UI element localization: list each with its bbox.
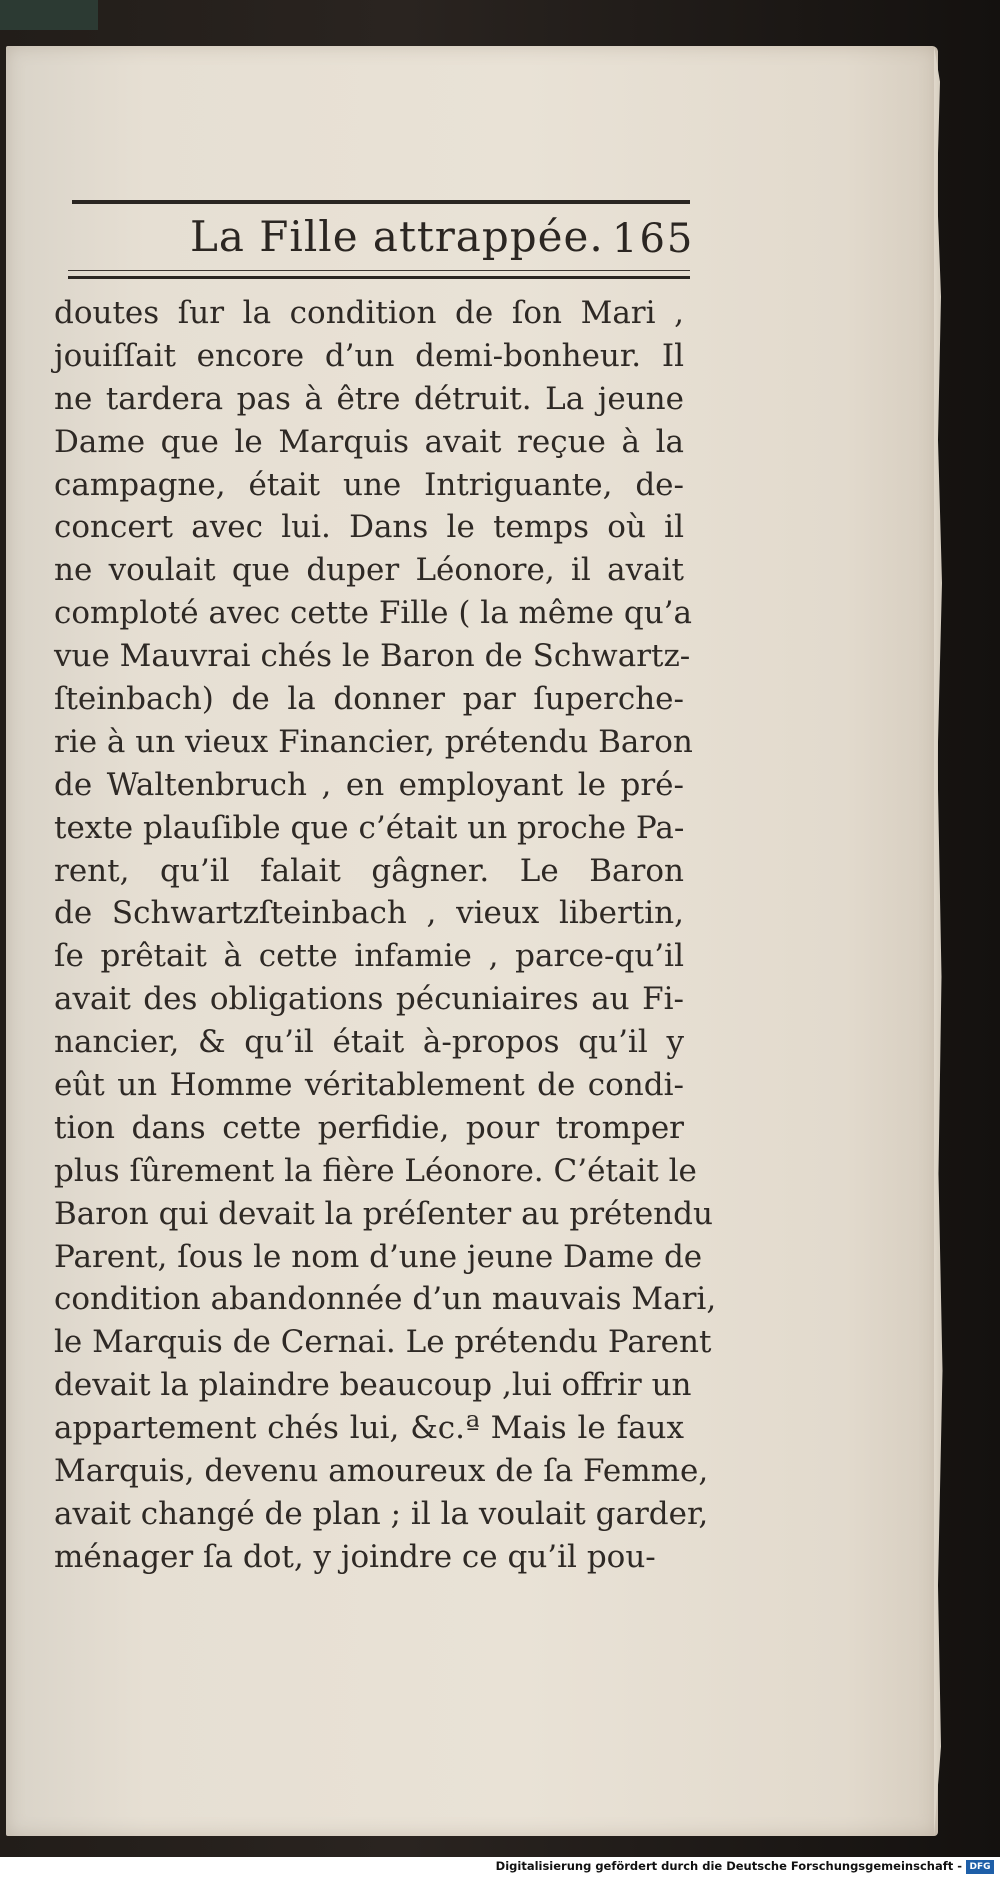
text-line: doutes ſur la condition de ſon Mari , xyxy=(54,295,684,331)
text-line: comploté avec cette Fille ( la même qu’a xyxy=(54,595,693,632)
text-line: de Waltenbruch , en employant le pré- xyxy=(54,766,684,803)
header-rule-top xyxy=(72,200,690,204)
text-line: Parent, ſous le nom d’une jeune Dame de xyxy=(54,1238,703,1275)
text-line: ne tardera pas à être détruit. La jeune xyxy=(54,380,684,417)
funding-credit: Digitalisierung gefördert durch die Deutsche Forschungsgemeinschaft - xyxy=(495,1859,962,1873)
text-line: ſteinbach) de la donner par ſuperche- xyxy=(54,681,684,718)
text-line: jouiſſait encore d’un demi-bonheur. Il xyxy=(54,337,684,374)
text-line: avait des obligations pécuniaires au Fi- xyxy=(54,981,684,1018)
text-line: ménager ſa dot, y joindre ce qu’il pou- xyxy=(54,1538,656,1575)
text-line: devait la plaindre beaucoup ,lui offrir un xyxy=(54,1367,692,1404)
text-line: campagne, était une Intriguante, de- xyxy=(54,466,684,503)
text-line: avait changé de plan ; il la voulait garder, xyxy=(54,1495,709,1532)
text-line: condition abandonnée d’un mauvais Mari, xyxy=(54,1281,717,1318)
text-line: tion dans cette perfidie, pour tromper xyxy=(54,1109,684,1146)
text-line: Baron qui devait la préſenter au prétendu xyxy=(54,1195,713,1232)
text-line: ne voulait que duper Léonore, il avait xyxy=(54,552,684,589)
body-text xyxy=(54,292,717,1579)
dfg-logo: DFG xyxy=(966,1860,994,1874)
text-line: le Marquis de Cernai. Le prétendu Parent xyxy=(54,1324,712,1361)
text-line: plus ſûrement la fière Léonore. C’était le xyxy=(54,1152,697,1189)
page-number: 165 xyxy=(612,216,695,262)
text-line: rie à un vieux Financier, prétendu Baron xyxy=(54,723,693,760)
scanner-tab xyxy=(0,0,98,30)
text-line: eût un Homme véritablement de condi- xyxy=(54,1067,684,1104)
text-line: Marquis, devenu amoureux de ſa Femme, xyxy=(54,1453,709,1490)
text-line: de Schwartzſteinbach , vieux libertin, xyxy=(54,895,684,932)
text-line: ſe prêtait à cette infamie , parce-qu’il xyxy=(54,938,684,975)
running-head: La Fille attrappée. xyxy=(190,212,604,261)
text-line: Dame que le Marquis avait reçue à la xyxy=(54,423,684,460)
text-line: rent, qu’il falait gâgner. Le Baron xyxy=(54,852,684,889)
header-rule-bottom xyxy=(68,276,690,279)
text-line: nancier, & qu’il était à-propos qu’il y xyxy=(54,1024,684,1061)
text-line: vue Mauvrai chés le Baron de Schwartz- xyxy=(54,638,691,675)
text-line: concert avec lui. Dans le temps où il xyxy=(54,509,684,546)
text-line: texte plauſible que c’était un proche Pa- xyxy=(54,809,685,846)
text-line: appartement chés lui, &c.ª Mais le faux xyxy=(54,1410,684,1447)
